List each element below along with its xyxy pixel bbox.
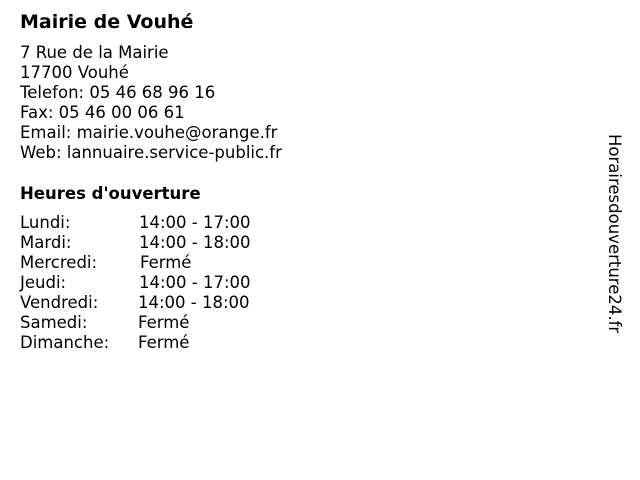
day-hours: Fermé (138, 333, 190, 352)
address-street: 7 Rue de la Mairie (20, 43, 169, 62)
day-hours: Fermé (138, 313, 190, 332)
day-label: Lundi: (20, 213, 71, 232)
day-hours: 14:00 - 18:00 (138, 293, 250, 312)
day-label: Mercredi: (20, 253, 98, 272)
website: Web: lannuaire.service-public.fr (20, 143, 282, 162)
day-hours: 14:00 - 17:00 (139, 273, 251, 292)
site-watermark: Horairesdouverture24.fr (605, 134, 624, 334)
day-hours: 14:00 - 17:00 (139, 213, 251, 232)
day-label: Vendredi: (20, 293, 99, 312)
page-title: Mairie de Vouhé (20, 11, 194, 33)
contact-info (20, 43, 282, 163)
fax-number: Fax: 05 46 00 06 61 (20, 103, 185, 122)
day-label: Mardi: (20, 233, 72, 252)
hours-heading: Heures d'ouverture (20, 184, 201, 203)
day-hours: 14:00 - 18:00 (139, 233, 251, 252)
day-label: Samedi: (20, 313, 88, 332)
day-label: Jeudi: (20, 273, 67, 292)
email-address: Email: mairie.vouhe@orange.fr (20, 123, 278, 142)
phone-number: Telefon: 05 46 68 96 16 (20, 83, 216, 102)
day-hours: Fermé (140, 253, 192, 272)
address-city: 17700 Vouhé (20, 63, 129, 82)
day-label: Dimanche: (20, 333, 110, 352)
